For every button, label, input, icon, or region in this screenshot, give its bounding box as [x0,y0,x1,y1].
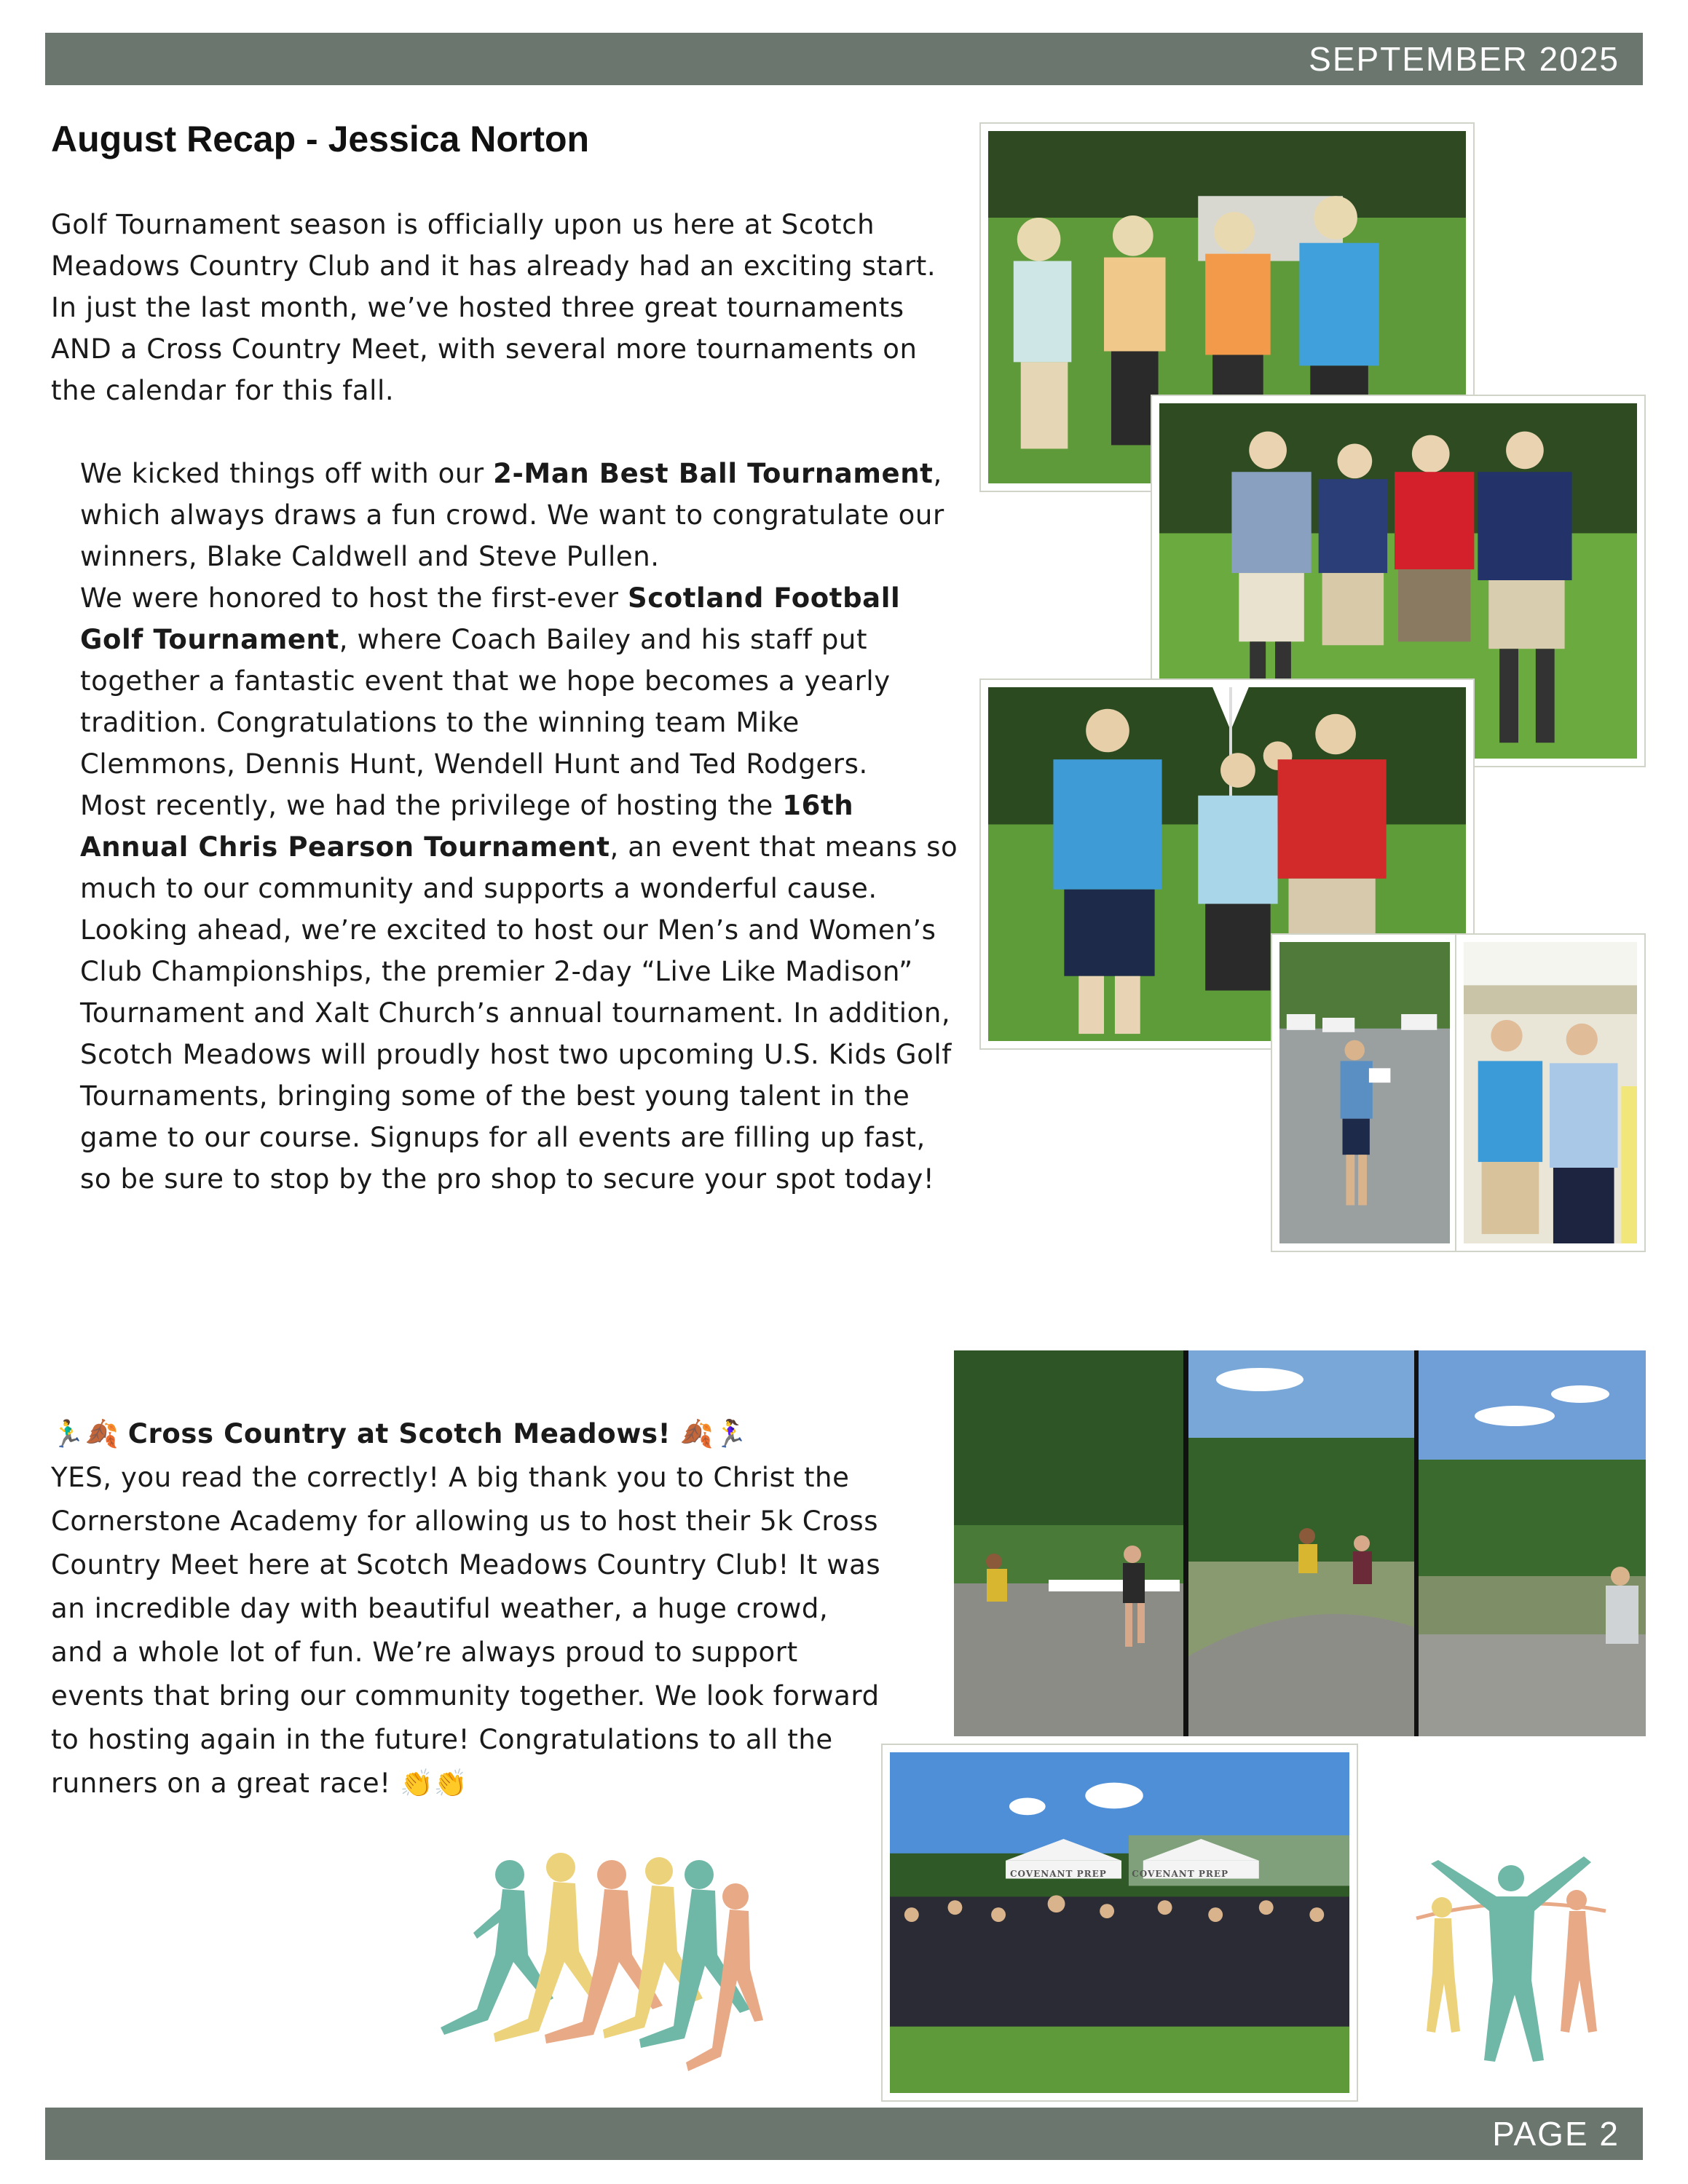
runner-emoji: 🍂🏃‍♀️ [679,1418,748,1449]
footer-bar [45,2108,1643,2160]
header-bar [45,33,1643,85]
photo-two-men [1455,933,1646,1252]
cross-country-section [51,1412,888,1805]
photo-cross-country-runners [954,1350,1646,1736]
intro-paragraph: Golf Tournament season is officially upon us here at Scotch Meadows Country Club and it has already had an exciting start. In just the last month, we’ve hosted three great tournaments AND a Cross Country Meet, with several more tournaments on the calendar for this fall. [51,209,936,406]
tent-banner: COVENANT PREP COVENANT PREP [1010,1869,1228,1879]
paragraph-looking-ahead: Looking ahead, we’re excited to host our Men’s and Women’s Club Championships, the premier 2-day “Live Like Madison” Tournament and Xalt Church’s annual tournament. In addition, Scotch Meadows will proudly host two upcoming U.S. Kids Golf Tournaments, bringing some of the best young talent in the game to our course. Signups for all events are filling up fast, so be sure to stop by the pro shop to secure your spot today! [80,914,952,1195]
event-name: 2-Man Best Ball Tournament [493,458,934,489]
runner-emoji: 🏃‍♂️🍂 [51,1418,119,1449]
event-name: 16th Annual Chris Pearson Tournament [80,790,854,863]
article-body [51,204,961,1200]
finish-line-illustration [1409,1849,1609,2082]
paragraph-football-golf: We were honored to host the first-ever Scotland Football Golf Tournament, where Coach Bailey and his staff put together a fantastic event that we hope becomes a yearly tradition. Congratulations to the winning team Mike Clemmons, Dennis Hunt, Wendell Hunt and Ted Rodgers. [80,582,901,780]
issue-date: SEPTEMBER 2025 [1309,40,1620,78]
runners-illustration [437,1853,765,2086]
page-number: PAGE 2 [1492,2115,1620,2153]
clapping-emoji: 👏👏 [400,1768,468,1799]
photo-race-crowd [881,1744,1358,2102]
article-title: August Recap - Jessica Norton [51,119,590,159]
paragraph-best-ball: We kicked things off with our 2-Man Best Ball Tournament, which always draws a fun crowd. We want to congratulate our winners, Blake Caldwell and Steve Pullen. [80,458,944,572]
cross-country-body: YES, you read the correctly! A big thank you to Christ the Cornerstone Academy for allowing us to host their 5k Cross Country Meet here at Scotch Meadows Country Club! It was an incredible day with beautiful weather, a huge crowd, and a whole lot of fun. We’re always proud to support events that bring our community together. We look forward to hosting again in the future! Congratulations to all the runners on a great race! 👏👏 [51,1456,888,1805]
event-name: Scotland Football Golf Tournament [80,582,901,655]
cross-country-heading: 🏃‍♂️🍂 Cross Country at Scotch Meadows! 🍂🏃‍♀️ [51,1412,888,1456]
photo-announcer [1271,933,1459,1252]
paragraph-chris-pearson: Most recently, we had the privilege of hosting the 16th Annual Chris Pearson Tournament, an event that means so much to our community and supports a wonderful cause. [80,790,958,904]
